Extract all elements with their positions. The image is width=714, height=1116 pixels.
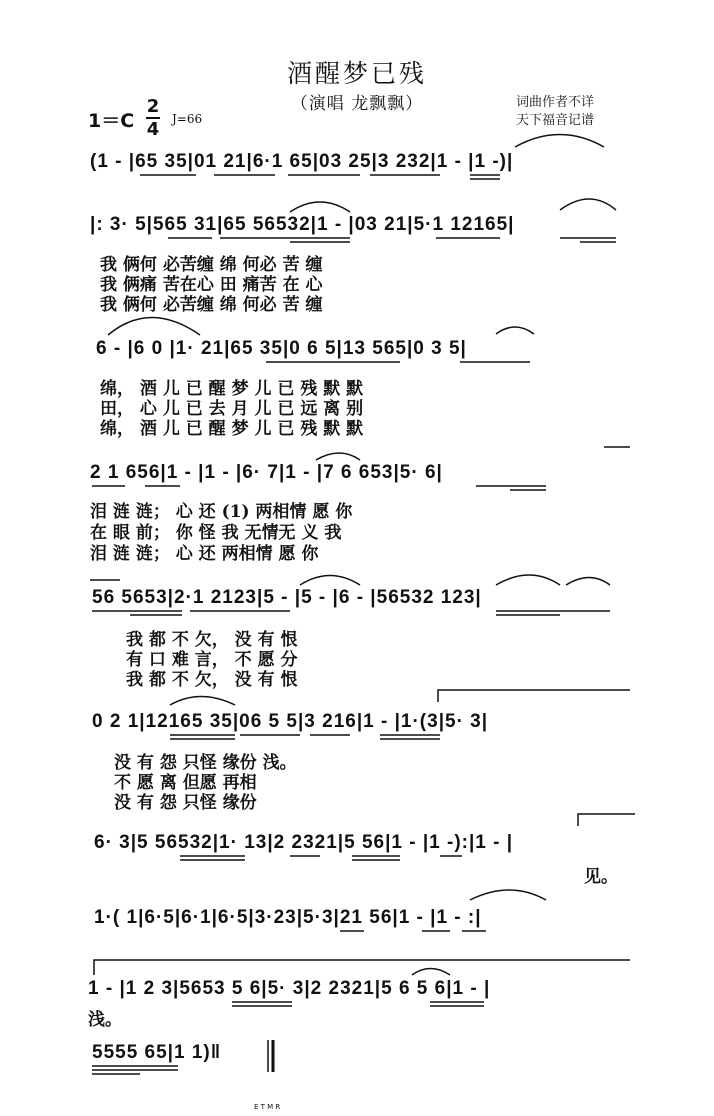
score-system-4-lyric-2: 在 眼 前； 你 怪 我 无情无 义 我: [90, 523, 342, 543]
score-system-8-notes: 1·( 1|6·5|6·1|6·5|3·23|5·3|21 56|1 - |1 - :|: [94, 907, 482, 928]
credit-author: 词曲作者不详: [516, 95, 595, 110]
score-system-5-notes: 56 5653|2·1 2123|5 - |5 - |6 - |56532 123|: [92, 587, 482, 608]
score-system-4-notes: 2 1 656|1 - |1 - |6· 7|1 - |7 6 653|5· 6|: [90, 462, 443, 483]
score-system-2-lyric-2: 我 俩痛 苦在心 田 痛苦 在 心: [100, 275, 323, 295]
score-system-4-lyric-3: 泪 涟 涟； 心 还 两相情 愿 你: [90, 544, 319, 564]
score-system-6-lyric-3: 没 有 怨 只怪 缘份: [114, 793, 257, 813]
score-system-7-notes: 6· 3|5 56532|1· 13|2 2321|5 56|1 - |1 -):|1 - |: [94, 832, 514, 853]
time-signature-top: 2: [146, 96, 160, 117]
key-signature: 1＝C: [88, 110, 135, 132]
score-system-5-lyric-2: 有 口 难 言， 不 愿 分: [126, 650, 298, 670]
score-system-9-lyric-1: 浅。: [88, 1010, 122, 1030]
score-system-9-notes: 1 - |1 2 3|5653 5 6|5· 3|2 2321|5 6 5 6|1 - |: [88, 978, 491, 999]
score-system-2-lyric-1: 我 俩何 必苦缠 绵 何必 苦 缠: [100, 255, 323, 275]
score-system-6-lyric-2: 不 愿 离 但愿 再相: [114, 773, 257, 793]
score-system-6-notes: 0 2 1|12165 35|06 5 5|3 216|1 - |1·(3|5· 3|: [92, 711, 489, 732]
score-system-5-lyric-3: 我 都 不 欠， 没 有 恨: [126, 670, 298, 690]
score-system-4-lyric-1: 泪 涟 涟； 心 还 (1) 两相情 愿 你: [90, 502, 353, 522]
score-system-1-notes: (1 - |65 35|01 21|6·1 65|03 25|3 232|1 - |1 -)|: [90, 151, 514, 172]
score-system-3-lyric-1: 绵， 酒 儿 已 醒 梦 儿 已 残 默 默: [100, 379, 364, 399]
score-system-7-lyric-1: 见。: [584, 867, 618, 887]
tempo-marking: J=66: [172, 112, 203, 126]
score-system-5-lyric-1: 我 都 不 欠， 没 有 恨: [126, 630, 298, 650]
time-signature-bottom: 4: [146, 119, 160, 140]
score-system-3-notes: 6 - |6 0 |1· 21|65 35|0 6 5|13 565|0 3 5|: [96, 338, 467, 359]
score-system-3-lyric-3: 绵， 酒 儿 已 醒 梦 儿 已 残 默 默: [100, 419, 364, 439]
score-system-6-lyric-1: 没 有 怨 只怪 缘份 浅。: [114, 753, 297, 773]
score-system-2-lyric-3: 我 俩何 必苦缠 绵 何必 苦 缠: [100, 295, 323, 315]
score-system-2-notes: |: 3· 5|565 31|65 56532|1 - |03 21|5·1 12165|: [90, 214, 515, 235]
song-title: 酒醒梦已残: [286, 59, 427, 88]
song-subtitle: （演唱 龙飘飘）: [290, 94, 424, 114]
score-system-10-notes: 5555 65|1 1)‖: [92, 1042, 222, 1063]
footer-mark: E T M R: [254, 1103, 281, 1111]
score-system-3-lyric-2: 田， 心 儿 已 去 月 儿 已 远 离 别: [100, 399, 364, 419]
credit-transcriber: 天下福音记谱: [516, 113, 595, 128]
